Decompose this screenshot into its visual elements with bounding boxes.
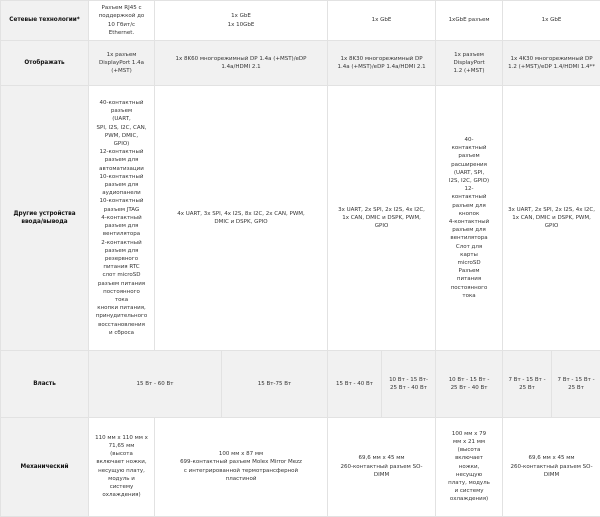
io-cell-1: 40-контактный разъем (UART, SPI, I2S, I2C, CAN, PWM, DMIC, GPIO) 12-контактный разъем для автоматизации 10-контактный разъем для аудиопанели 10-контактный разъем JTAG 4-контактный разъем для вентилятора 2-контактный разъем для резервного питания RTC слот microSD разъем питания постоянного тока кнопки питания, принудительного восстановления и сброса bbox=[89, 86, 155, 351]
table-row-network bbox=[1, 1, 600, 41]
display-cell-1: 1x разъем DisplayPort 1.4a (+MST) bbox=[89, 41, 155, 86]
row-label-display: Отображать bbox=[1, 41, 89, 86]
io-cell-2: 4x UART, 3x SPI, 4x I2S, 8x I2C, 2x CAN, PWM, DMIC и DSPK, GPIO bbox=[155, 86, 328, 351]
display-cell-3: 1x 8K30 многорежимный DP 1.4a (+MST)/eDP 1.4a/HDMI 2.1 bbox=[328, 41, 436, 86]
row-label-io: Другие устройства ввода/вывода bbox=[1, 86, 89, 351]
row-label-network: Сетевые технологии* bbox=[1, 1, 89, 41]
power-cell-2a: 15 Вт-75 Вт bbox=[222, 351, 328, 418]
mech-cell-5: 69,6 мм x 45 мм 260-контактный разъем SO- DIMM bbox=[503, 417, 600, 516]
network-cell-3: 1x GbE bbox=[328, 1, 436, 41]
io-cell-3: 3x UART, 2x SPI, 2x I2S, 4x I2C, 1x CAN, DMIC и DSPK, PWM, GPIO bbox=[328, 86, 436, 351]
display-cell-2: 1x 8K60 многорежимный DP 1.4a (+MST)/eDP 1.4a/HDMI 2.1 bbox=[155, 41, 328, 86]
power-cell-5a: 7 Вт - 15 Вт - 25 Вт bbox=[552, 351, 600, 418]
table-row-io bbox=[1, 86, 600, 351]
mech-cell-4: 100 мм x 79 мм x 21 мм (высота включает ножки, несущую плату, модуль и систему охлаждения) bbox=[436, 417, 503, 516]
power-cell-2b: 15 Вт - 40 Вт bbox=[328, 351, 382, 418]
network-cell-5: 1x GbE bbox=[503, 1, 600, 41]
display-cell-5: 1x 4K30 многорежимный DP 1.2 (+MST)/eDP 1.4/HDMI 1.4** bbox=[503, 41, 600, 86]
io-cell-4: 40- контактный разъем расширения (UART, SPI, I2S, I2C, GPIO) 12- контактный разъем для кнопок 4-контактный разъем для вентилятора Слот для карты microSD Разъем питания постоянного тока bbox=[436, 86, 503, 351]
network-cell-4: 1xGbE разъем bbox=[436, 1, 503, 41]
power-cell-3a: 10 Вт - 15 Вт- 25 Вт - 40 Вт bbox=[382, 351, 436, 418]
io-cell-5: 3x UART, 2x SPI, 2x I2S, 4x I2C, 1x CAN, DMIC и DSPK, PWM, GPIO bbox=[503, 86, 600, 351]
network-cell-2: 1x GbE 1x 10GbE bbox=[155, 1, 328, 41]
table-row-power bbox=[1, 351, 600, 418]
power-cell-4: 7 Вт - 15 Вт - 25 Вт bbox=[503, 351, 552, 418]
power-cell-3b: 10 Вт - 15 Вт - 25 Вт - 40 Вт bbox=[436, 351, 503, 418]
row-label-power: Власть bbox=[1, 351, 89, 418]
mech-cell-3: 69,6 мм x 45 мм 260-контактный разъем SO- DIMM bbox=[328, 417, 436, 516]
mech-cell-1: 110 мм x 110 мм x 71,65 мм (высота включает ножки, несущую плату, модуль и систему охлаждения) bbox=[89, 417, 155, 516]
power-cell-1: 15 Вт - 60 Вт bbox=[89, 351, 222, 418]
network-cell-1: Разъем RJ45 с поддержкой до 10 Гбит/с Ethernet. bbox=[89, 1, 155, 41]
table-row-display bbox=[1, 41, 600, 86]
row-label-mech: Механический bbox=[1, 417, 89, 516]
display-cell-4: 1x разъем DisplayPort 1.2 (+MST) bbox=[436, 41, 503, 86]
mech-cell-2: 100 мм x 87 мм 699-контактный разъем Molex Mirror Mezz с интегрированной термотрансферной пластиной bbox=[155, 417, 328, 516]
table-row-mech bbox=[1, 417, 600, 516]
